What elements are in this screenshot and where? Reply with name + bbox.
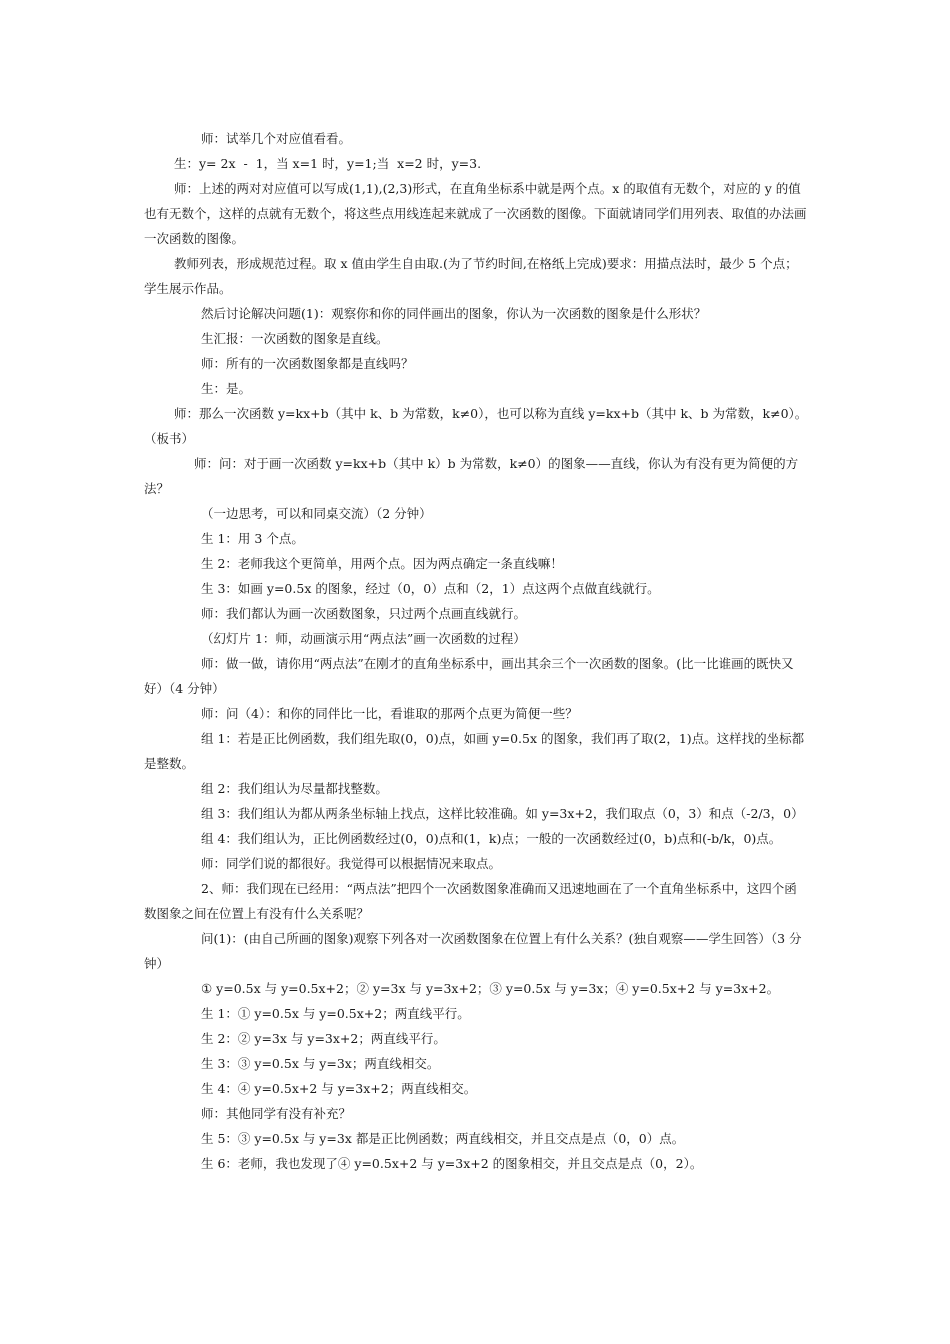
paragraph: 教师列表，形成规范过程。取 x 值由学生自由取.(为了节约时间,在格纸上完成)要求：用描点法时，最少 5 个点；学生展示作品。 [144, 256, 798, 296]
paragraph: 师：问（4）：和你的同伴比一比，看谁取的那两个点更为简便一些？ [201, 706, 578, 721]
paragraph: 师：问：对于画一次函数 y=kx+b（其中 k）b 为常数，k≠0）的图象——直线，你认为有没有更为简便的方法？ [144, 456, 799, 496]
paragraph: 组 1：若是正比例函数，我们组先取(0，0)点，如画 y=0.5x 的图象，我们再了取(2，1)点。这样找的坐标都是整数。 [144, 731, 805, 771]
paragraph: 师：做一做，请你用“两点法”在刚才的直角坐标系中，画出其余三个一次函数的图象。(比一比谁画的既快又好）（4 分钟） [144, 656, 794, 696]
paragraph: 师：试举几个对应值看看。 [201, 131, 352, 146]
paragraph: 生 1：① y=0.5x 与 y=0.5x+2；两直线平行。 [201, 1006, 470, 1021]
paragraph: 然后讨论解决问题(1)：观察你和你的同伴画出的图象，你认为一次函数的图象是什么形状？ [201, 306, 707, 321]
paragraph: ① y=0.5x 与 y=0.5x+2；② y=3x 与 y=3x+2；③ y=0.5x 与 y=3x；④ y=0.5x+2 与 y=3x+2。 [201, 981, 780, 996]
paragraph: 生汇报：一次函数的图象是直线。 [201, 331, 389, 346]
paragraph: 生 1：用 3 个点。 [201, 531, 304, 546]
paragraph: 生 3：③ y=0.5x 与 y=3x；两直线相交。 [201, 1056, 440, 1071]
paragraph: 生：y= 2x - 1，当 x=1 时，y=1;当 x=2 时，y=3. [174, 156, 482, 171]
paragraph: 师：我们都认为画一次函数图象，只过两个点画直线就行。 [201, 606, 527, 621]
paragraph: 师：那么一次函数 y=kx+b（其中 k、b 为常数，k≠0），也可以称为直线 y=kx+b（其中 k、b 为常数，k≠0）。（板书） [144, 406, 808, 446]
paragraph: 生 2：② y=3x 与 y=3x+2；两直线平行。 [201, 1031, 446, 1046]
paragraph: 问(1)：(由自己所画的图象)观察下列各对一次函数图象在位置上有什么关系？(独自观察——学生回答）（3 分钟） [144, 931, 802, 971]
lesson-text [144, 126, 808, 1176]
paragraph: 生 4：④ y=0.5x+2 与 y=3x+2；两直线相交。 [201, 1081, 477, 1096]
paragraph: 师：其他同学有没有补充？ [201, 1106, 352, 1121]
paragraph: 生 3：如画 y=0.5x 的图象，经过（0，0）点和（2，1）点这两个点做直线就行。 [201, 581, 660, 596]
paragraph: 师：上述的两对对应值可以写成(1,1),(2,3)形式，在直角坐标系中就是两个点。x 的取值有无数个，对应的 y 的值也有无数个，这样的点就有无数个，将这些点用线连起来就成了一次函数的图像。下面就请同学们用列表、取值的办法画一次函数的图像。 [144, 181, 807, 246]
paragraph: 组 2：我们组认为尽量都找整数。 [201, 781, 388, 796]
paragraph: 生 6：老师，我也发现了④ y=0.5x+2 与 y=3x+2 的图象相交，并且交点是点（0，2）。 [201, 1156, 703, 1171]
paragraph: 生 2：老师我这个更简单，用两个点。因为两点确定一条直线嘛！ [201, 556, 563, 571]
paragraph: 生：是。 [201, 381, 252, 396]
paragraph: （一边思考，可以和同桌交流）（2 分钟） [201, 506, 432, 521]
paragraph: 师：同学们说的都很好。我觉得可以根据情况来取点。 [201, 856, 502, 871]
paragraph: 生 5：③ y=0.5x 与 y=3x 都是正比例函数；两直线相交，并且交点是点（0，0）点。 [201, 1131, 685, 1146]
paragraph: 组 4：我们组认为，正比例函数经过(0，0)点和(1，k)点；一般的一次函数经过(0，b)点和(-b/k，0)点。 [201, 831, 782, 846]
paragraph: 师：所有的一次函数图象都是直线吗？ [201, 356, 414, 371]
paragraph: 组 3：我们组认为都从两条坐标轴上找点，这样比较准确。如 y=3x+2，我们取点（0，3）和点（-2/3，0） [201, 806, 804, 821]
paragraph: （幻灯片 1：师，动画演示用“两点法”画一次函数的过程） [201, 631, 526, 646]
paragraph: 2、师：我们现在已经用：“两点法”把四个一次函数图象准确而又迅速地画在了一个直角坐标系中，这四个函数图象之间在位置上有没有什么关系呢？ [144, 881, 797, 921]
